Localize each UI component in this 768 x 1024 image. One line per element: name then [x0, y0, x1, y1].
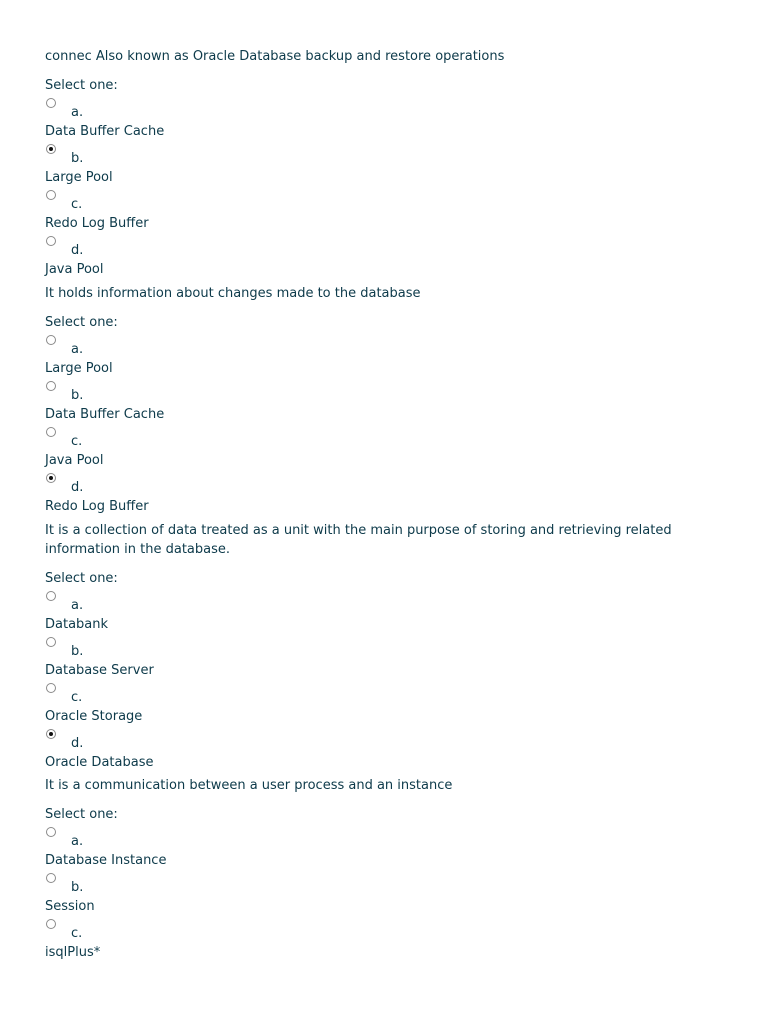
option-b[interactable]	[45, 634, 728, 680]
option-d[interactable]	[45, 233, 728, 279]
option-letter: c.	[71, 197, 83, 212]
radio-button[interactable]	[46, 919, 56, 929]
radio-button[interactable]	[46, 637, 56, 647]
radio-button[interactable]	[46, 236, 56, 246]
option-letter: a.	[71, 105, 84, 120]
option-label: Oracle Storage	[45, 709, 143, 724]
option-letter: c.	[71, 926, 83, 941]
option-letter: b.	[71, 644, 84, 659]
select-one-label: Select one:	[45, 807, 118, 822]
option-a[interactable]	[45, 95, 728, 141]
question-text: It holds information about changes made to the database	[45, 286, 421, 301]
option-label: isqlPlus*	[45, 945, 101, 960]
option-label: Redo Log Buffer	[45, 216, 149, 231]
select-one-label: Select one:	[45, 78, 118, 93]
option-letter: d.	[71, 736, 84, 751]
option-label: Java Pool	[45, 453, 104, 468]
option-letter: a.	[71, 598, 84, 613]
question-4	[45, 776, 728, 962]
option-label: Data Buffer Cache	[45, 124, 165, 139]
option-letter: d.	[71, 480, 84, 495]
radio-button[interactable]	[46, 473, 56, 483]
option-letter: c.	[71, 690, 83, 705]
radio-button[interactable]	[46, 98, 56, 108]
option-d[interactable]	[45, 726, 728, 772]
option-letter: b.	[71, 151, 84, 166]
option-c[interactable]	[45, 916, 728, 962]
option-label: Large Pool	[45, 170, 113, 185]
radio-button[interactable]	[46, 729, 56, 739]
option-a[interactable]	[45, 588, 728, 634]
radio-button[interactable]	[46, 190, 56, 200]
option-letter: b.	[71, 880, 84, 895]
radio-button[interactable]	[46, 335, 56, 345]
option-c[interactable]	[45, 680, 728, 726]
option-label: Database Server	[45, 663, 154, 678]
option-label: Large Pool	[45, 361, 113, 376]
option-a[interactable]	[45, 824, 728, 870]
radio-button[interactable]	[46, 381, 56, 391]
radio-button[interactable]	[46, 873, 56, 883]
radio-button[interactable]	[46, 591, 56, 601]
question-text: It is a communication between a user process and an instance	[45, 778, 453, 793]
option-b[interactable]	[45, 141, 728, 187]
option-letter: b.	[71, 388, 84, 403]
option-label: Redo Log Buffer	[45, 499, 149, 514]
option-b[interactable]	[45, 378, 728, 424]
question-text: It is a collection of data treated as a unit with the main purpose of storing and retrieving related information in the database.	[45, 523, 672, 557]
option-letter: d.	[71, 243, 84, 258]
question-2	[45, 284, 728, 516]
radio-button[interactable]	[46, 683, 56, 693]
option-label: Data Buffer Cache	[45, 407, 165, 422]
option-a[interactable]	[45, 332, 728, 378]
option-letter: a.	[71, 834, 84, 849]
option-c[interactable]	[45, 187, 728, 233]
option-c[interactable]	[45, 424, 728, 470]
option-label: Oracle Database	[45, 755, 154, 770]
option-label: Java Pool	[45, 262, 104, 277]
question-text: connec Also known as Oracle Database backup and restore operations	[45, 49, 505, 64]
question-1	[45, 47, 728, 279]
option-d[interactable]	[45, 470, 728, 516]
select-one-label: Select one:	[45, 571, 118, 586]
radio-button[interactable]	[46, 427, 56, 437]
option-label: Database Instance	[45, 853, 167, 868]
question-3	[45, 521, 728, 772]
radio-button[interactable]	[46, 144, 56, 154]
option-b[interactable]	[45, 870, 728, 916]
option-label: Databank	[45, 617, 109, 632]
option-label: Session	[45, 899, 95, 914]
option-letter: a.	[71, 342, 84, 357]
option-letter: c.	[71, 434, 83, 449]
select-one-label: Select one:	[45, 315, 118, 330]
radio-button[interactable]	[46, 827, 56, 837]
